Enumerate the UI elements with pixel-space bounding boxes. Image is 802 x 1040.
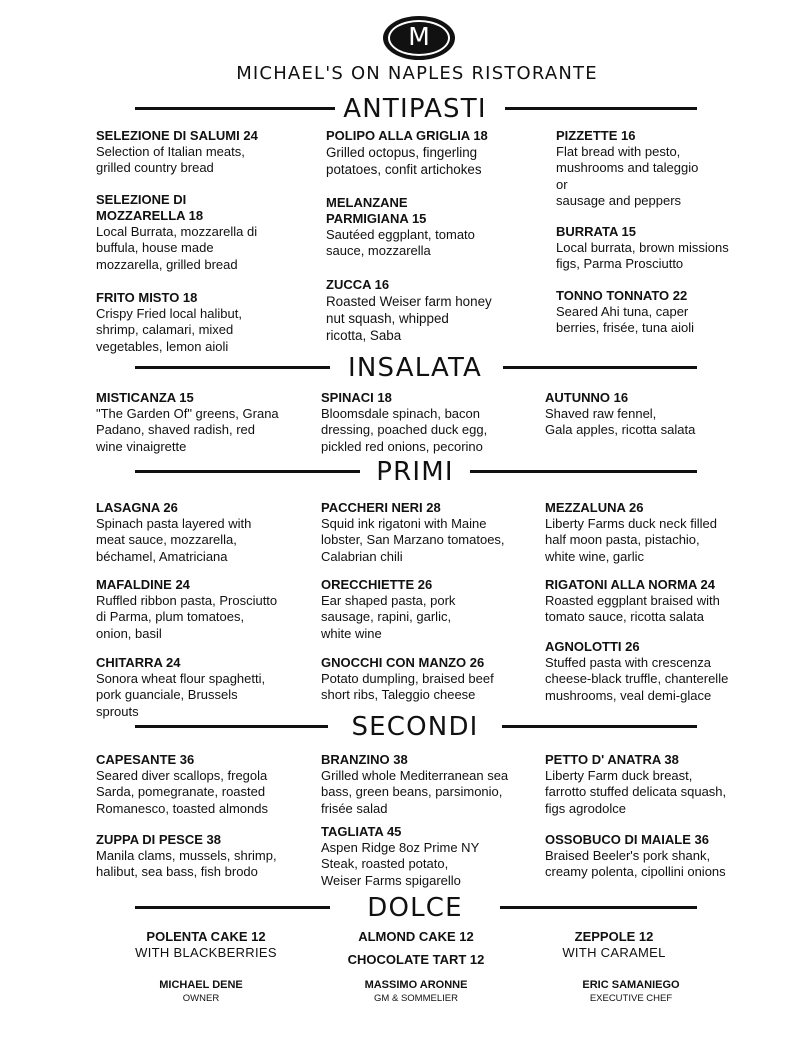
item-desc-line: Local burrata, brown missions [556, 240, 729, 255]
item-desc-line: potatoes, confit artichokes [326, 162, 482, 177]
item-desc-line: Romanesco, toasted almonds [96, 800, 268, 816]
item-name: CAPESANTE 36 [96, 752, 195, 767]
item-desc-line: Manila clams, mussels, shrimp, [96, 848, 277, 863]
item-desc-line: Steak, roasted potato, [321, 856, 449, 872]
item-desc-line: sausage and peppers [556, 192, 682, 208]
divider-right [505, 107, 697, 110]
item-desc-line: Aspen Ridge 8oz Prime NY [321, 840, 480, 855]
item-desc-line: shrimp, calamari, mixed [96, 322, 234, 338]
menu-item [96, 832, 316, 881]
item-name: GNOCCHI CON MANZO 26 [321, 655, 485, 670]
item-name: SELEZIONE DI [96, 192, 187, 207]
dessert-item [316, 952, 516, 968]
item-desc-line: berries, frisée, tuna aioli [556, 320, 695, 336]
item-name: POLIPO ALLA GRIGLIA 18 [326, 128, 488, 143]
item-desc-line: Seared diver scallops, fregola [96, 768, 268, 783]
dessert-name: ZEPPOLE 12 [574, 929, 654, 944]
divider-left [135, 470, 360, 473]
item-name: OSSOBUCO DI MAIALE 36 [545, 832, 709, 847]
menu-item [545, 832, 765, 881]
item-desc-line: Roasted Weiser farm honey [326, 294, 492, 309]
item-desc-line: Liberty Farm duck breast, [545, 768, 693, 783]
item-desc-line: bass, green beans, parsimonio, [321, 784, 503, 800]
item-desc-line: Padano, shaved radish, red [96, 422, 255, 438]
staff-member [121, 978, 281, 1005]
item-name: MAFALDINE 24 [96, 577, 190, 592]
staff-title: OWNER [182, 993, 220, 1004]
item-name: PIZZETTE 16 [556, 128, 636, 143]
item-desc-line: nut squash, whipped [326, 311, 449, 326]
item-desc-line: Flat bread with pesto, [556, 144, 681, 159]
logo-letter: M [408, 22, 430, 51]
item-desc-line: Local Burrata, mozzarella di [96, 224, 258, 239]
item-name: TAGLIATA 45 [321, 824, 402, 839]
item-desc-line: white wine [321, 625, 382, 641]
item-desc-line: tomato sauce, ricotta salata [545, 609, 704, 625]
item-name: ZUCCA 16 [326, 277, 390, 292]
item-desc-line: "The Garden Of" greens, Grana [96, 406, 279, 421]
divider-right [500, 906, 697, 909]
dessert-name: POLENTA CAKE 12 [146, 929, 266, 944]
item-desc-line: Potato dumpling, braised beef [321, 671, 494, 686]
item-desc-line: Weiser Farms spigarello [321, 872, 461, 888]
item-desc-line: frisée salad [321, 800, 388, 816]
item-desc-line: onion, basil [96, 625, 162, 641]
staff-name: ERIC SAMANIEGO [582, 979, 680, 991]
item-desc-line: short ribs, Taleggio cheese [321, 687, 476, 703]
section-insalata-title: INSALATA [348, 353, 482, 383]
menu-item [545, 390, 765, 439]
dessert-name: ALMOND CAKE 12 [358, 929, 474, 944]
menu-item [545, 577, 765, 626]
item-name: BRANZINO 38 [321, 752, 408, 767]
menu-item [545, 639, 765, 704]
item-desc-line: meat sauce, mozzarella, [96, 532, 237, 548]
dessert-subtitle: WITH CARAMEL [562, 945, 666, 960]
section-antipasti-title: ANTIPASTI [343, 94, 487, 124]
item-desc-line: white wine, garlic [545, 548, 644, 564]
item-name-line-2: MOZZARELLA 18 [96, 208, 204, 223]
item-desc-line: Seared Ahi tuna, caper [556, 304, 689, 319]
menu-item [321, 824, 541, 889]
restaurant-logo [383, 16, 455, 60]
section-primi-title: PRIMI [376, 457, 454, 487]
item-desc-line: halibut, sea bass, fish brodo [96, 864, 258, 880]
menu-item [326, 277, 541, 344]
divider-right [503, 366, 697, 369]
item-name: AUTUNNO 16 [545, 390, 629, 405]
divider-left [135, 107, 335, 110]
item-desc-line: or [556, 176, 568, 192]
item-desc-line: ricotta, Saba [326, 328, 402, 343]
item-desc-line: Sonora wheat flour spaghetti, [96, 671, 266, 686]
menu-item [96, 752, 316, 817]
item-desc-line: creamy polenta, cipollini onions [545, 864, 726, 880]
item-desc-line: Crispy Fried local halibut, [96, 306, 242, 321]
item-desc-line: di Parma, plum tomatoes, [96, 609, 245, 625]
item-desc-line: figs agrodolce [545, 800, 626, 816]
item-desc-line: Gala apples, ricotta salata [545, 422, 696, 438]
menu-item [545, 500, 765, 565]
menu-item [321, 752, 541, 817]
menu-item [545, 752, 765, 817]
item-name: SELEZIONE DI SALUMI 24 [96, 128, 258, 143]
item-desc-line: pickled red onions, pecorino [321, 438, 483, 454]
item-desc-line: sausage, rapini, garlic, [321, 609, 452, 625]
item-desc-line: figs, Parma Prosciutto [556, 256, 684, 272]
item-desc-line: Ear shaped pasta, pork [321, 593, 456, 608]
item-desc-line: sprouts [96, 703, 139, 719]
dessert-subtitle: WITH BLACKBERRIES [135, 945, 277, 960]
item-desc-line: Grilled octopus, fingerling [326, 145, 478, 160]
item-desc-line: pork guanciale, Brussels [96, 687, 238, 703]
item-desc-line: lobster, San Marzano tomatoes, [321, 532, 505, 548]
item-desc-line: Bloomsdale spinach, bacon [321, 406, 480, 421]
item-desc-line: grilled country bread [96, 160, 214, 176]
menu-item [321, 390, 536, 455]
item-desc-line: Spinach pasta layered with [96, 516, 252, 531]
section-dolce-title: DOLCE [367, 893, 463, 923]
menu-item [326, 195, 541, 260]
dessert-item [524, 929, 704, 961]
staff-title: EXECUTIVE CHEF [589, 993, 673, 1004]
section-secondi-title: SECONDI [351, 712, 479, 742]
divider-right [502, 725, 697, 728]
menu-item [556, 128, 776, 209]
staff-name: MASSIMO ARONNE [364, 979, 468, 991]
item-desc-line: Liberty Farms duck neck filled [545, 516, 717, 531]
item-desc-line: wine vinaigrette [96, 438, 187, 454]
dessert-item [116, 929, 296, 961]
item-desc-line: buffula, house made [96, 240, 214, 256]
restaurant-name: MICHAEL'S ON NAPLES RISTORANTE [236, 63, 598, 84]
item-desc-line: dressing, poached duck egg, [321, 422, 488, 438]
dessert-name: CHOCOLATE TART 12 [347, 952, 485, 967]
menu-item [96, 500, 316, 565]
divider-left [135, 725, 328, 728]
item-desc-line: mushrooms, veal demi-glace [545, 687, 712, 703]
item-desc-line: mushrooms and taleggio [556, 160, 699, 176]
item-name: MELANZANE [326, 195, 408, 210]
menu-item [556, 288, 776, 337]
item-name: MISTICANZA 15 [96, 390, 194, 405]
item-desc-line: cheese-black truffle, chanterelle [545, 671, 729, 687]
menu-item [96, 577, 316, 642]
item-desc-line: vegetables, lemon aioli [96, 338, 229, 354]
item-name: BURRATA 15 [556, 224, 636, 239]
menu-item [321, 655, 541, 704]
item-name: LASAGNA 26 [96, 500, 178, 515]
item-name: ZUPPA DI PESCE 38 [96, 832, 221, 847]
item-desc-line: Stuffed pasta with crescenza [545, 655, 711, 670]
item-desc-line: sauce, mozzarella [326, 243, 431, 259]
menu-item [96, 128, 311, 177]
item-desc-line: Shaved raw fennel, [545, 406, 657, 421]
menu-item [321, 500, 541, 565]
item-name: RIGATONI ALLA NORMA 24 [545, 577, 715, 592]
item-desc-line: farrotto stuffed delicata squash, [545, 784, 727, 800]
item-name-line-2: PARMIGIANA 15 [326, 211, 427, 226]
menu-item [96, 290, 311, 355]
item-name: FRITO MISTO 18 [96, 290, 198, 305]
item-desc-line: Sautéed eggplant, tomato [326, 227, 475, 242]
item-name: PETTO D' ANATRA 38 [545, 752, 679, 767]
item-desc-line: Braised Beeler's pork shank, [545, 848, 711, 863]
menu-item [321, 577, 541, 642]
item-desc-line: half moon pasta, pistachio, [545, 532, 700, 548]
item-name: CHITARRA 24 [96, 655, 181, 670]
item-desc-line: Ruffled ribbon pasta, Prosciutto [96, 593, 278, 608]
menu-item [556, 224, 776, 273]
item-name: AGNOLOTTI 26 [545, 639, 640, 654]
divider-left [135, 366, 330, 369]
item-desc-line: Selection of Italian meats, [96, 144, 245, 159]
item-desc-line: Grilled whole Mediterranean sea [321, 768, 509, 783]
item-desc-line: Squid ink rigatoni with Maine [321, 516, 487, 531]
divider-left [135, 906, 330, 909]
item-name: MEZZALUNA 26 [545, 500, 644, 515]
dessert-item [326, 929, 506, 945]
item-name: PACCHERI NERI 28 [321, 500, 441, 515]
staff-member [551, 978, 711, 1005]
item-name: SPINACI 18 [321, 390, 392, 405]
item-desc-line: Sarda, pomegranate, roasted [96, 784, 266, 800]
menu-item [96, 655, 316, 720]
item-name: TONNO TONNATO 22 [556, 288, 688, 303]
item-desc-line: Calabrian chili [321, 548, 403, 564]
staff-name: MICHAEL DENE [159, 979, 243, 991]
menu-item [96, 390, 311, 455]
item-desc-line: Roasted eggplant braised with [545, 593, 720, 608]
menu-item [96, 192, 311, 273]
staff-member [336, 978, 496, 1005]
divider-right [470, 470, 697, 473]
item-desc-line: mozzarella, grilled bread [96, 256, 238, 272]
item-name: ORECCHIETTE 26 [321, 577, 433, 592]
item-desc-line: béchamel, Amatriciana [96, 548, 228, 564]
staff-title: GM & SOMMELIER [374, 993, 458, 1004]
menu-item [326, 128, 541, 178]
